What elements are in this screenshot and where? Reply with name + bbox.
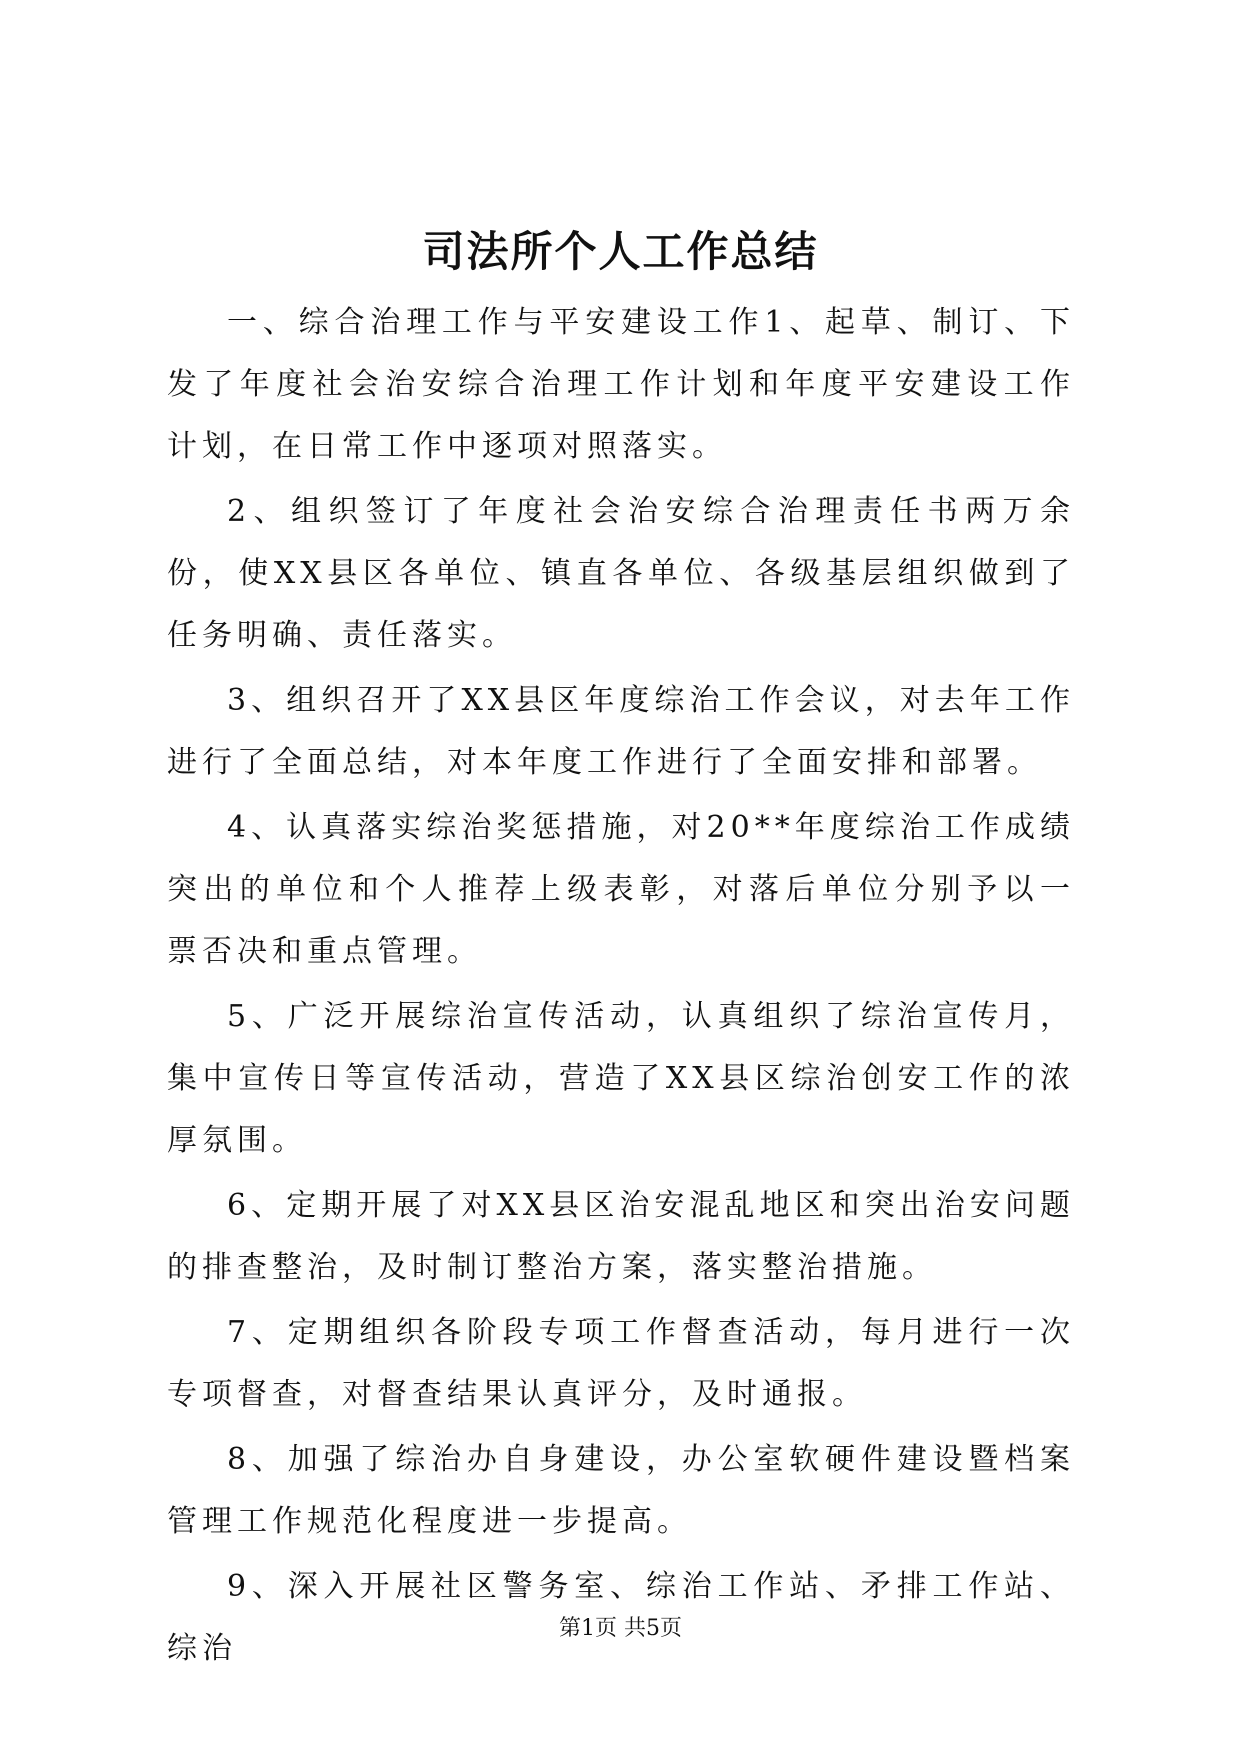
paragraph-6: 6、定期开展了对XX县区治安混乱地区和突出治安问题的排查整治，及时制订整治方案，落实整治措施。: [167, 1188, 1075, 1285]
document-body: [167, 292, 1075, 1680]
paragraph-4: 4、认真落实综治奖惩措施，对20**年度综治工作成绩突出的单位和个人推荐上级表彰，对落后单位分别予以一票否决和重点管理。: [167, 810, 1075, 969]
paragraph-8: 8、加强了综治办自身建设，办公室软硬件建设暨档案管理工作规范化程度进一步提高。: [167, 1442, 1075, 1539]
paragraph-2: 2、组织签订了年度社会治安综合治理责任书两万余份，使XX县区各单位、镇直各单位、各级基层组织做到了任务明确、责任落实。: [167, 494, 1075, 653]
paragraph-7: 7、定期组织各阶段专项工作督查活动，每月进行一次专项督查，对督查结果认真评分，及时通报。: [167, 1315, 1075, 1412]
paragraph-3: 3、组织召开了XX县区年度综治工作会议，对去年工作进行了全面总结，对本年度工作进行了全面安排和部署。: [167, 683, 1075, 780]
paragraph-5: 5、广泛开展综治宣传活动，认真组织了综治宣传月，集中宣传日等宣传活动，营造了XX县区综治创安工作的浓厚氛围。: [167, 999, 1075, 1158]
paragraph-1: 一、综合治理工作与平安建设工作1、起草、制订、下发了年度社会治安综合治理工作计划和年度平安建设工作计划，在日常工作中逐项对照落实。: [167, 305, 1075, 464]
paragraph-9: 9、深入开展社区警务室、综治工作站、矛排工作站、综治: [167, 1569, 1075, 1666]
document-title: 司法所个人工作总结: [422, 227, 819, 276]
page-number-footer: 第1页 共5页: [559, 1616, 682, 1641]
